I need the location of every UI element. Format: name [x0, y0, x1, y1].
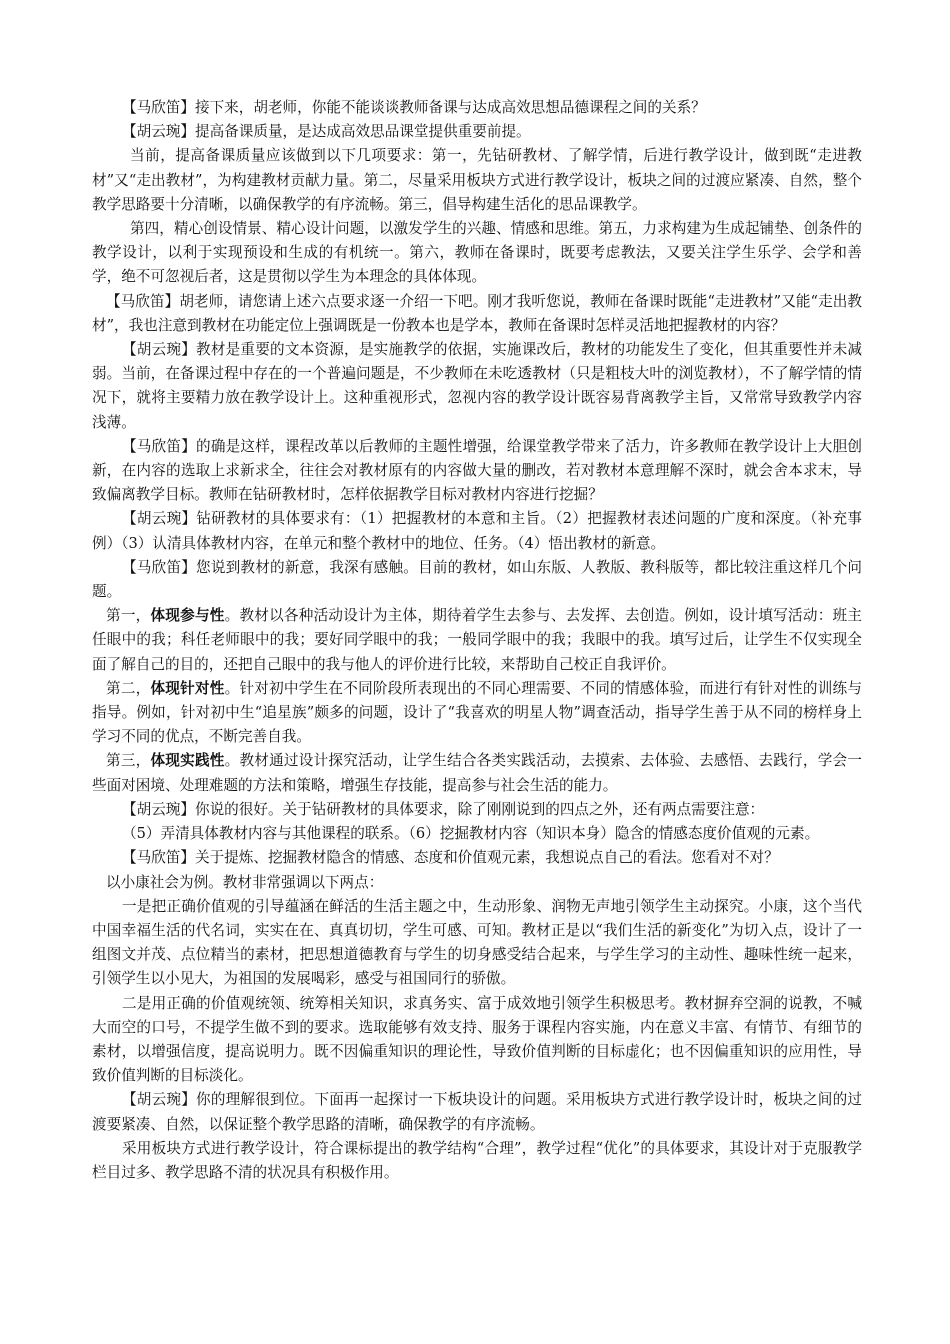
paragraph-17: 一是把正确价值观的引导蕴涵在鲜活的生活主题之中，生动形象、润物无声地引领学生主动探究。小康，这个当代中国幸福生活的代名词，实实在在、真真切切，学生可感、可知。教材正是以“我们生活的新变化”为切入点，设计了一组图文并茂、点位精当的素材，把思想道德教育与学生的切身感受结合起来，与学生学习的主动性、趣味性统一起来，引领学生以小见大，为祖国的发展喝彩，感受与祖国同行的骄傲。 — [92, 897, 862, 988]
point-heading: 体现实践性 — [150, 752, 225, 770]
paragraph-18: 二是用正确的价值观统领、统筹相关知识，求真务实、富于成效地引领学生积极思考。教材摒弃空洞的说教，不喊大而空的口号，不提学生做不到的要求。选取能够有效支持、服务于课程内容实施，内在意义丰富、有情节、有细节的素材，以增强信度，提高说明力。既不因偏重知识的理论性，导致价值判断的目标虚化；也不因偏重知识的应用性，导致价值判断的目标淡化。 — [92, 994, 862, 1085]
paragraph-9: 【马欣笛】您说到教材的新意，我深有感触。目前的教材，如山东版、人教版、教科版等，都比较注重这样几个问题。 — [92, 558, 862, 601]
paragraph-11 — [92, 677, 862, 750]
point-lead: 第二， — [106, 679, 151, 697]
point-lead: 第三， — [106, 752, 151, 770]
paragraph-7: 【马欣笛】的确是这样，课程改革以后教师的主题性增强，给课堂教学带来了活力，许多教师在教学设计上大胆创新，在内容的选取上求新求全，往往会对教材原有的内容做大量的删改，若对教材本意理解不深时，就会舍本求末，导致偏离教学目标。教师在钻研教材时，怎样依据教学目标对教材内容进行挖掘？ — [92, 437, 862, 504]
paragraph-15: 【马欣笛】关于提炼、挖掘教材隐含的情感、态度和价值观元素，我想说点自己的看法。您看对不对？ — [122, 849, 779, 867]
paragraph-4: 第四，精心创设情景、精心设计问题，以激发学生的兴趣、情感和思维。第五，力求构建为生成起铺垫、创条件的教学设计，以利于实现预设和生成的有机统一。第六，教师在备课时，既要考虑教法，又要关注学生乐学、会学和善学，绝不可忽视后者，这是贯彻以学生为本理念的具体体现。 — [92, 220, 862, 286]
paragraph-1: 【马欣笛】接下来，胡老师，你能不能谈谈教师备课与达成高效思想品德课程之间的关系？ — [122, 99, 706, 116]
point-heading: 体现参与性 — [150, 607, 225, 625]
paragraph-19: 【胡云琬】你的理解很到位。下面再一起探讨一下板块设计的问题。采用板块方式进行教学设计时，板块之间的过渡要紧凑、自然，以保证整个教学思路的清晰，确保教学的有序流畅。 — [92, 1091, 862, 1133]
document-body — [92, 96, 862, 1185]
point-text: 。教材以各种活动设计为主体，期待着学生去参与、去发挥、去创造。例如，设计填写活动：班主任眼中的我；科任老师眼中的我；要好同学眼中的我；一般同学眼中的我；我眼中的我。填写过后，让学生不仅实现全面了解自己的目的，还把自己眼中的我与他人的评价进行比较，来帮助自己校正自我评价。 — [92, 607, 862, 673]
paragraph-14: （5）弄清具体教材内容与其他课程的联系。（6）挖掘教材内容（知识本身）隐含的情感态度价值观的元素。 — [122, 825, 820, 843]
paragraph-3: 当前，提高备课质量应该做到以下几项要求：第一，先钻研教材、了解学情，后进行教学设计，做到既“走进教材”又“走出教材”，为构建教材贡献力量。第二，尽量采用板块方式进行教学设计，板块之间的过渡应紧凑、自然，整个教学思路要十分清晰，以确保教学的有序流畅。第三，倡导构建生活化的思品课教学。 — [92, 147, 862, 213]
paragraph-16: 以小康社会为例。教材非常强调以下两点： — [106, 873, 384, 891]
paragraph-12 — [92, 749, 862, 797]
paragraph-5: 【马欣笛】胡老师，请您请上述六点要求逐一介绍一下吧。刚才我听您说，教师在备课时既能“走进教材”又能“走出教材”，我也注意到教材在功能定位上强调既是一份教本也是学本，教师在备课时怎样灵活地把握教材的内容？ — [92, 292, 862, 334]
paragraph-13: 【胡云琬】你说的很好。关于钻研教材的具体要求，除了刚刚说到的四点之外，还有两点需要注意： — [122, 800, 765, 818]
point-heading: 体现针对性 — [150, 679, 225, 697]
point-text: 。教材通过设计探究活动，让学生结合各类实践活动，去摸索、去体验、去感悟、去践行，学会一些面对困境、处理难题的方法和策略，增强生存技能，提高参与社会生活的能力。 — [92, 752, 862, 794]
paragraph-10 — [92, 604, 862, 677]
paragraph-2: 【胡云琬】提高备课质量，是达成高效思品课堂提供重要前提。 — [122, 123, 531, 141]
point-lead: 第一， — [106, 607, 151, 625]
paragraph-8: 【胡云琬】钻研教材的具体要求有：（1）把握教材的本意和主旨。（2）把握教材表述问题的广度和深度。（补充事例）（3）认清具体教材内容，在单元和整个教材中的地位、任务。（4）悟出教材的新意。 — [92, 510, 862, 552]
point-text: 。针对初中学生在不同阶段所表现出的不同心理需要、不同的情感体验，而进行有针对性的训练与指导。例如，针对初中生“追星族”颇多的问题，设计了“我喜欢的明星人物”调查活动，指导学生善于从不同的榜样身上学习不同的优点，不断完善自我。 — [92, 679, 862, 746]
paragraph-6: 【胡云琬】教材是重要的文本资源，是实施教学的依据，实施课改后，教材的功能发生了变化，但其重要性并未减弱。当前，在备课过程中存在的一个普遍问题是，不少教师在未吃透教材（只是粗枝大叶的浏览教材），不了解学情的情况下，就将主要精力放在教学设计上。这种重视形式，忽视内容的教学设计既容易背离教学主旨，又常常导致教学内容浅薄。 — [92, 341, 862, 431]
paragraph-20: 采用板块方式进行教学设计，符合课标提出的教学结构“合理”，教学过程“优化”的具体要求，其设计对于克服教学栏目过多、教学思路不清的状况具有积极作用。 — [92, 1139, 862, 1181]
